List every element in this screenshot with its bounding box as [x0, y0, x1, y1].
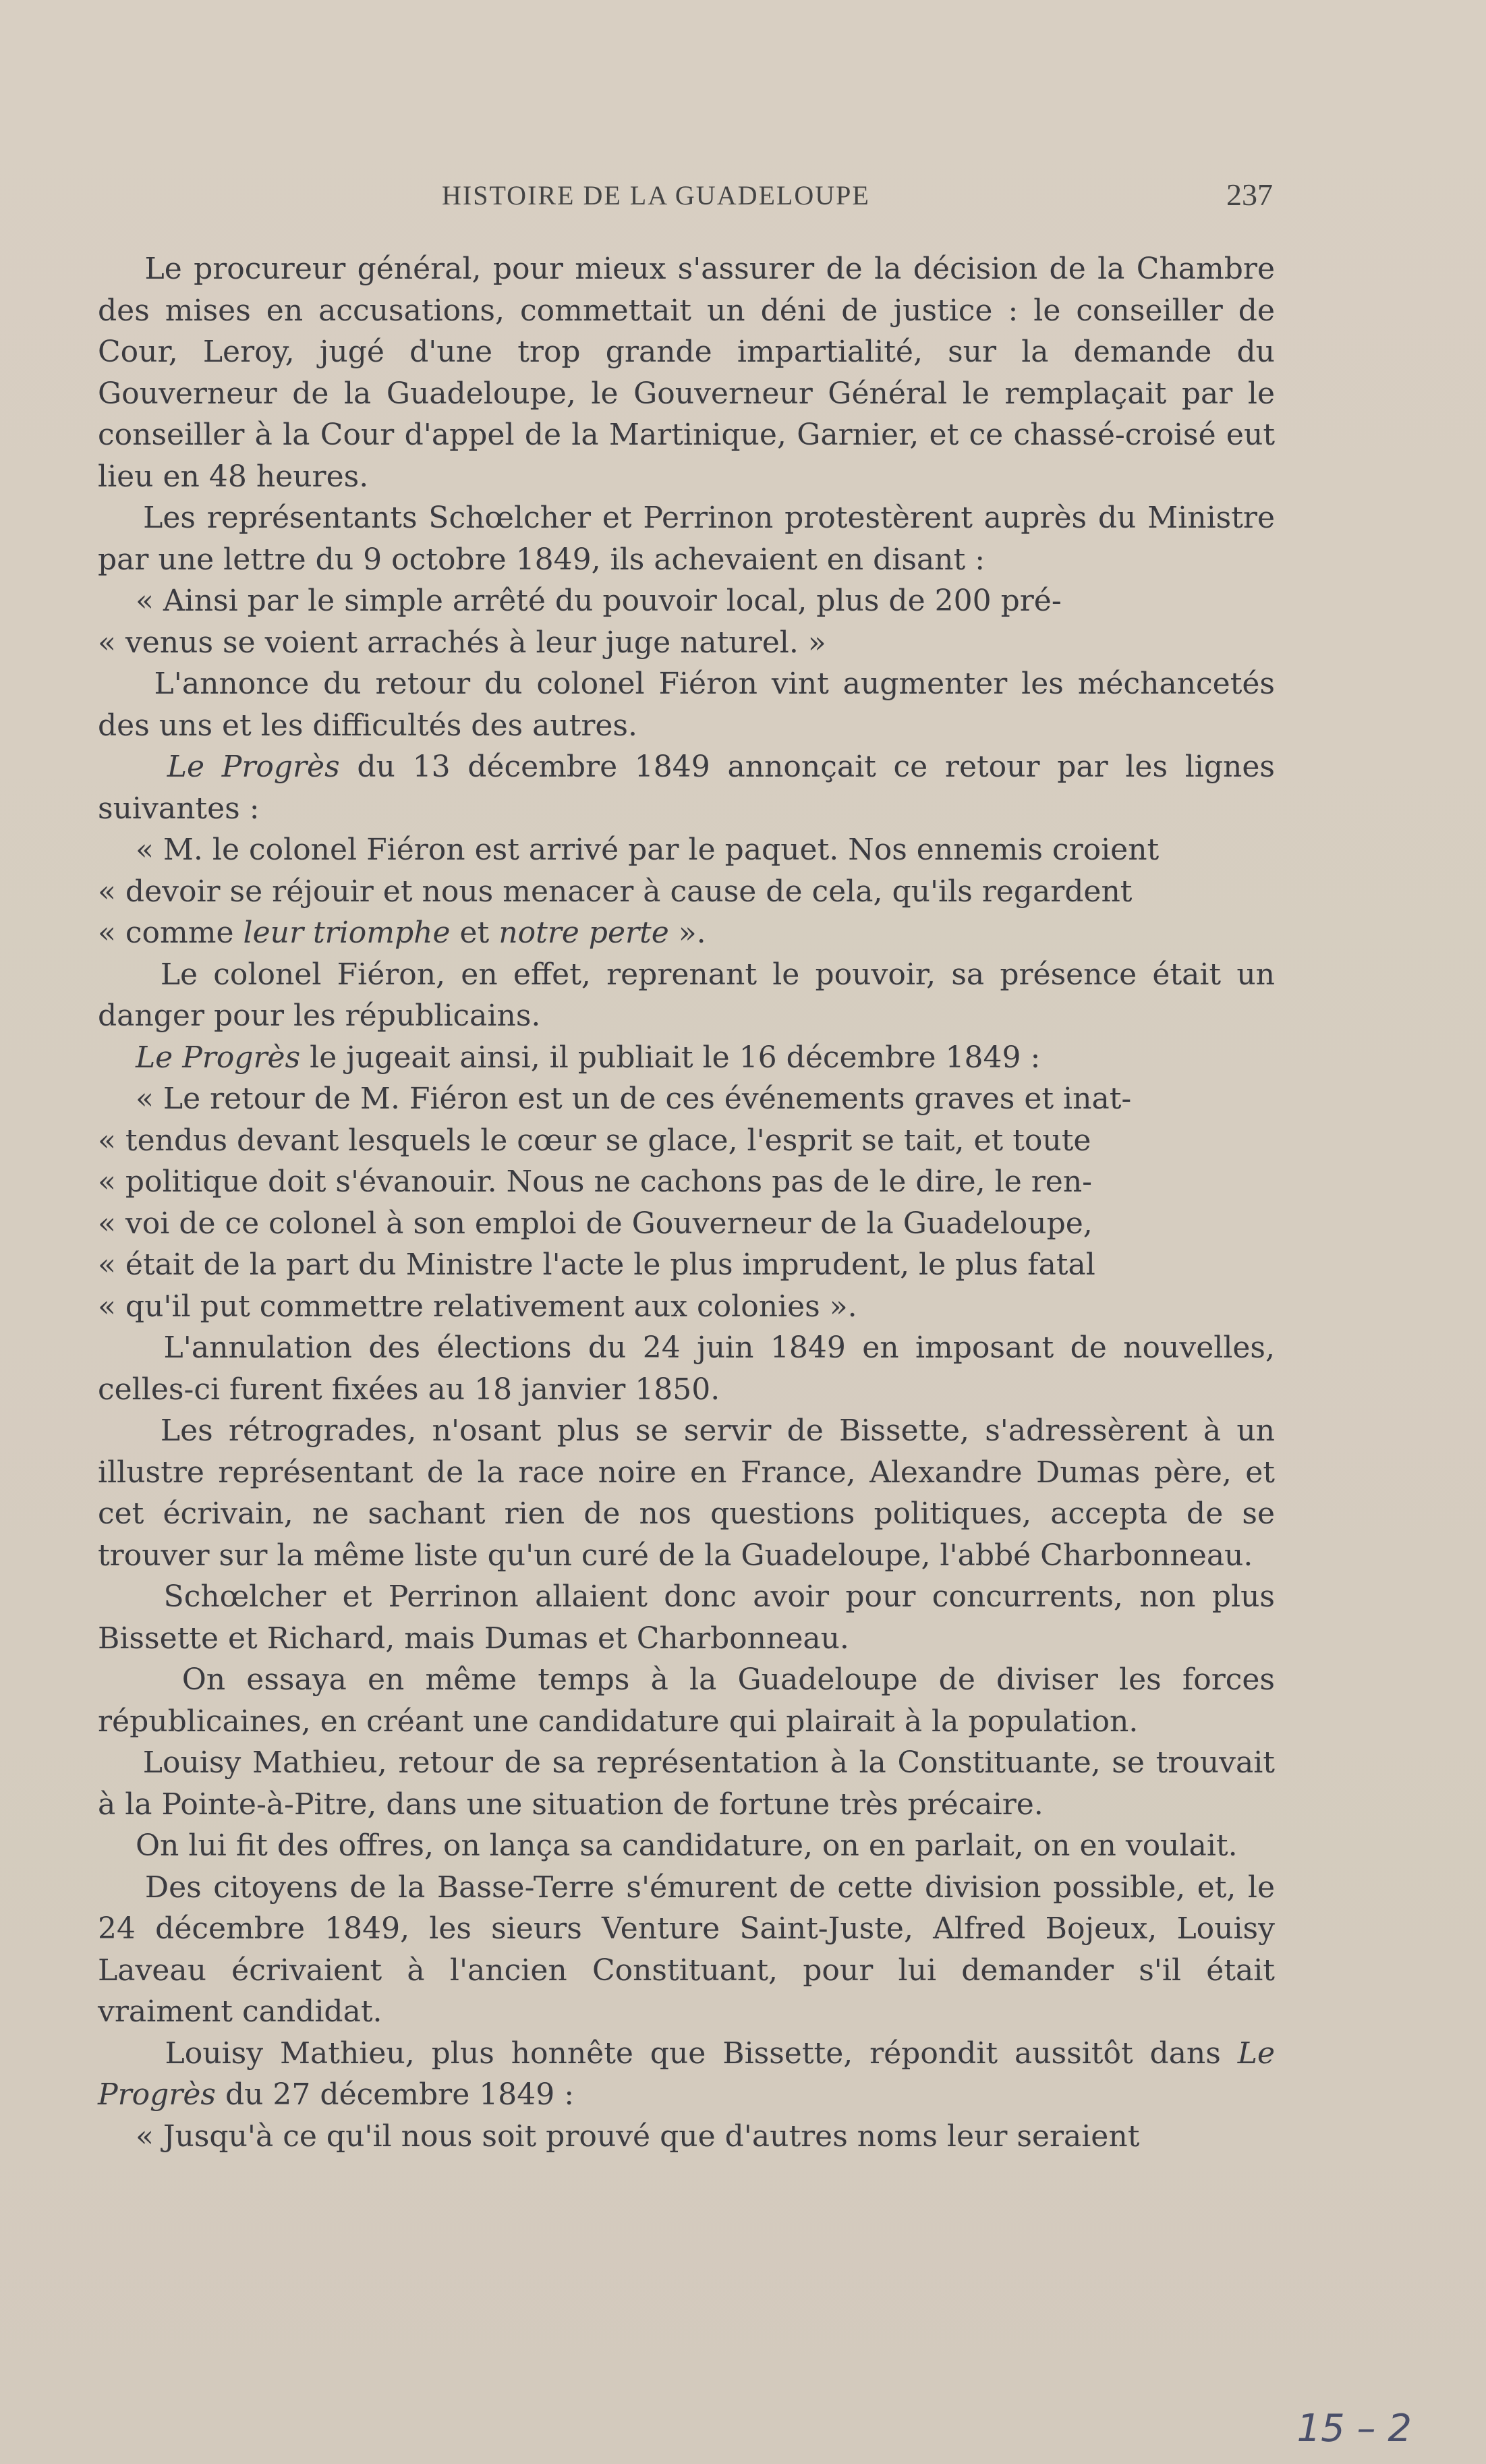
text-run: Le procureur général, pour mieux s'assurer de la décision de la Chambre des mises en accusations, commettait un déni de justice : le conseiller de Cour, Leroy, jugé d'une trop grande impartialité, sur la demande du Gouverneur de la Guadeloupe, le Gouverneur Général le remplaçait par le conseiller à la Cour d'appel de la Martinique, Garnier, et ce chassé-croisé eut lieu en 48 heures.: [98, 252, 1284, 494]
paragraph-p21: [98, 1659, 1284, 1742]
paragraph-p7: [98, 829, 1275, 871]
text-run: [98, 750, 167, 784]
text-run: Schœlcher et Perrinon allaient donc avoir pour concurrents, non plus Bissette et Richard, mais Dumas et Charbonneau.: [98, 1579, 1284, 1656]
paragraph-p9: [98, 912, 1275, 954]
italic-title: leur triomphe: [243, 916, 451, 950]
text-run: « Jusqu'à ce qu'il nous soit prouvé que d'autres noms leur seraient: [98, 2119, 1140, 2154]
body-text: [98, 248, 1284, 2157]
text-run: Louisy Mathieu, retour de sa représentation à la Constituante, se trouvait à la Pointe-à-Pitre, dans une situation de fortune très précaire.: [98, 1745, 1284, 1822]
text-run: Des citoyens de la Basse-Terre s'émurent de cette division possible, et, le 24 décembre 1849, les sieurs Venture Saint-Juste, Alfred Bojeux, Louisy Laveau écrivaient à l'ancien Constituant, pour lui demander s'il était vraiment candidat.: [98, 1870, 1284, 2029]
text-run: du 13 décembre 1849 annonçait ce retour par les lignes suivantes :: [98, 750, 1284, 826]
text-run: Les représentants Schœlcher et Perrinon protestèrent auprès du Ministre par une lettre du 9 octobre 1849, ils achevaient en disant :: [98, 501, 1284, 577]
text-run: « voi de ce colonel à son emploi de Gouverneur de la Guadeloupe,: [98, 1206, 1093, 1241]
text-run: [98, 1040, 136, 1075]
paragraph-p23: [98, 1825, 1275, 1867]
text-run: Les rétrogrades, n'osant plus se servir de Bissette, s'adressèrent à un illustre représentant de la race noire en France, Alexandre Dumas père, et cet écrivain, ne sachant rien de nos questions politiques, accepta de se trouver sur la même liste qu'un curé de la Guadeloupe, l'abbé Charbonneau.: [98, 1413, 1284, 1573]
paragraph-p26: [98, 2116, 1275, 2158]
italic-title: Le Progrès: [135, 1040, 301, 1075]
text-run: « politique doit s'évanouir. Nous ne cachons pas de le dire, le ren-: [98, 1165, 1093, 1199]
italic-title: Le Progrès: [167, 750, 340, 784]
paragraph-p16: [98, 1244, 1275, 1286]
running-title: HISTOIRE DE LA GUADELOUPE: [442, 180, 870, 211]
paragraph-p22: [98, 1742, 1284, 1825]
text-run: On essaya en même temps à la Guadeloupe de diviser les forces républicaines, en créant une candidature qui plairait à la population.: [98, 1662, 1284, 1739]
paragraph-p13: [98, 1120, 1275, 1162]
paragraph-p8: [98, 871, 1275, 913]
text-run: « venus se voient arrachés à leur juge naturel. »: [98, 625, 826, 660]
text-run: du 27 décembre 1849 :: [215, 2077, 575, 2112]
text-run: et: [450, 916, 499, 950]
text-run: L'annulation des élections du 24 juin 1849 en imposant de nouvelles, celles-ci furent fixées au 18 janvier 1850.: [98, 1331, 1284, 1407]
paragraph-p20: [98, 1576, 1284, 1659]
text-run: le jugeait ainsi, il publiait le 16 décembre 1849 :: [300, 1040, 1041, 1075]
paragraph-p11: [98, 1037, 1275, 1079]
italic-title: Le Progrès: [98, 2036, 1284, 2112]
text-run: Le colonel Fiéron, en effet, reprenant le pouvoir, sa présence était un danger pour les républicains.: [98, 957, 1284, 1033]
paragraph-p10: [98, 954, 1284, 1037]
text-run: « qu'il put commettre relativement aux colonies ».: [98, 1289, 857, 1324]
paragraph-p15: [98, 1203, 1275, 1245]
paragraph-p24: [98, 1867, 1284, 2033]
text-run: « comme: [98, 916, 244, 950]
page-header: [98, 167, 1273, 221]
text-run: L'annonce du retour du colonel Fiéron vint augmenter les méchancetés des uns et les difficultés des autres.: [98, 667, 1284, 743]
paragraph-p18: [98, 1327, 1284, 1410]
text-run: « M. le colonel Fiéron est arrivé par le paquet. Nos ennemis croient: [98, 833, 1160, 867]
italic-title: notre perte: [498, 916, 669, 950]
paragraph-p5: [98, 663, 1284, 746]
paragraph-p6: [98, 746, 1284, 829]
text-run: « devoir se réjouir et nous menacer à cause de cela, qu'ils regardent: [98, 874, 1133, 909]
paragraph-p2: [98, 497, 1284, 580]
paragraph-p14: [98, 1161, 1275, 1203]
paragraph-p19: [98, 1410, 1284, 1576]
text-run: « tendus devant lesquels le cœur se glace, l'esprit se tait, et toute: [98, 1123, 1091, 1158]
text-run: « était de la part du Ministre l'acte le plus imprudent, le plus fatal: [98, 1248, 1095, 1282]
text-run: Louisy Mathieu, plus honnête que Bissette, répondit aussitôt dans: [98, 2036, 1238, 2071]
page-number: 237: [1226, 177, 1273, 212]
paragraph-p1: [98, 248, 1284, 497]
text-run: « Ainsi par le simple arrêté du pouvoir local, plus de 200 pré-: [98, 584, 1062, 618]
handwritten-archive-mark: 15 – 2: [1296, 2407, 1412, 2451]
text-run: « Le retour de M. Fiéron est un de ces événements graves et inat-: [98, 1082, 1132, 1116]
paragraph-p25: [98, 2033, 1284, 2116]
paragraph-p3: [98, 580, 1275, 622]
text-run: ».: [668, 916, 706, 950]
paragraph-p17: [98, 1286, 1275, 1328]
paragraph-p12: [98, 1078, 1275, 1120]
paragraph-p4: [98, 622, 1275, 664]
text-run: On lui fit des offres, on lança sa candidature, on en parlait, on en voulait.: [98, 1828, 1238, 1863]
